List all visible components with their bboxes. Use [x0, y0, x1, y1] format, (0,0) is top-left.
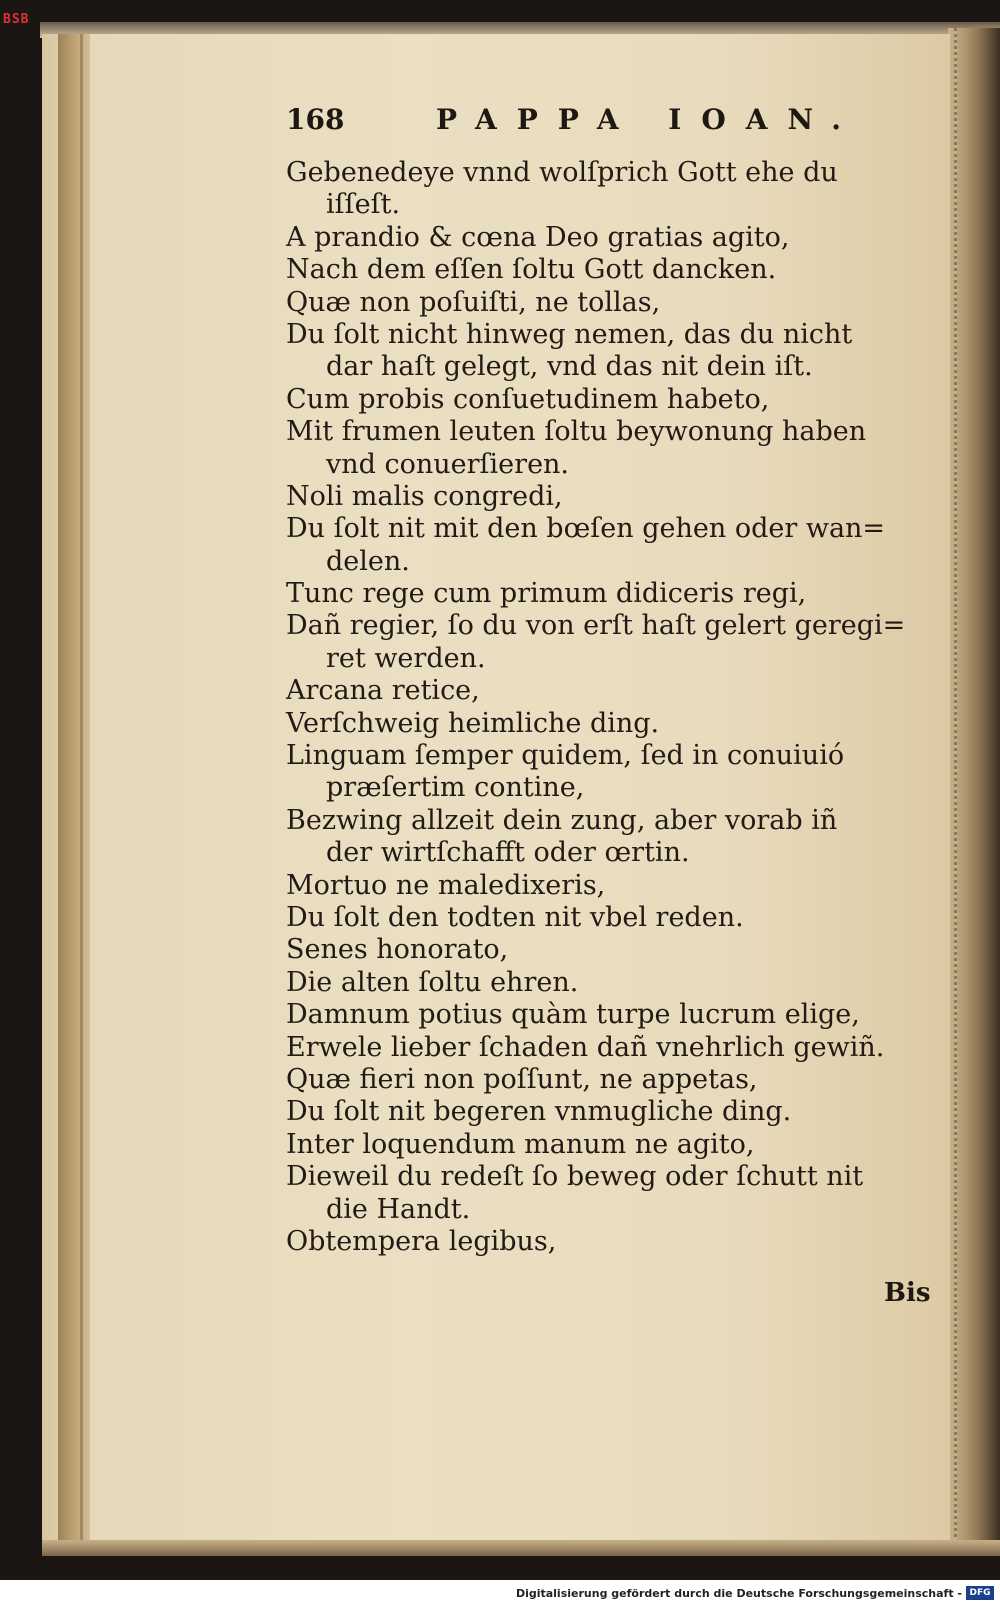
text-line: Verſchweig heimliche ding.	[286, 707, 660, 739]
page-number: 168	[286, 103, 345, 136]
text-line: ret werden.	[326, 642, 486, 674]
text-line: Nach dem eſſen ſoltu Gott dancken.	[286, 254, 777, 286]
text-line: delen.	[326, 545, 410, 577]
text-line: Quæ non poſuiſti, ne tollas,	[286, 286, 661, 318]
text-line: dar haſt gelegt, vnd das nit dein iſt.	[326, 351, 813, 383]
funding-credit: Digitalisierung gefördert durch die Deutsche Forschungsgemeinschaft -	[515, 1587, 962, 1600]
text-line: Bezwing allzeit dein zung, aber vorab iñ	[286, 804, 838, 836]
page-fore-edge	[948, 28, 1000, 1548]
text-block	[286, 157, 936, 1258]
text-line: Du ſolt den todten nit vbel reden.	[286, 901, 744, 933]
catchword: Bis	[884, 1278, 931, 1308]
text-line: die Handt.	[326, 1193, 471, 1225]
text-line: Obtempera legibus,	[286, 1225, 557, 1257]
footer-bar	[0, 1580, 1000, 1606]
page-bottom-edge	[42, 1540, 1000, 1556]
text-line: Gebenedeye vnnd wolſprich Gott ehe du	[286, 157, 838, 188]
text-line: Du ſolt nit mit den bœſen gehen oder wan=	[286, 513, 886, 545]
text-line: Erwele lieber ſchaden dañ vnehrlich gewiñ.	[286, 1031, 885, 1063]
text-line: Mit frumen leuten ſoltu beywonung haben	[286, 416, 867, 448]
text-line: Noli malis congredi,	[286, 480, 563, 512]
dfg-logo: DFG	[966, 1586, 994, 1600]
page-header	[286, 103, 906, 143]
text-line: der wirtſchafft oder œrtin.	[326, 837, 690, 869]
page-gutter	[58, 34, 90, 1542]
text-line: Tunc rege cum primum didiceris regi,	[286, 578, 807, 610]
text-line: A prandio & cœna Deo gratias agito,	[286, 221, 790, 253]
text-line: Quæ fieri non poſſunt, ne appetas,	[286, 1063, 758, 1095]
text-line: Du ſolt nicht hinweg nemen, das du nicht	[286, 318, 853, 350]
text-line: Dañ regier, ſo du von erſt haſt gelert geregi=	[286, 610, 906, 642]
text-line: Du ſolt nit begeren vnmugliche ding.	[286, 1096, 792, 1128]
text-line: Damnum potius quàm turpe lucrum elige,	[286, 999, 860, 1031]
text-line: Inter loquendum manum ne agito,	[286, 1128, 755, 1160]
text-line: Linguam ſemper quidem, ſed in conuiuió	[286, 740, 845, 772]
text-line: præſertim contine,	[326, 772, 585, 804]
text-line: Arcana retice,	[286, 675, 480, 707]
text-line: Mortuo ne maledixeris,	[286, 869, 606, 901]
text-line: Cum probis conſuetudinem habeto,	[286, 383, 770, 415]
text-line: Die alten ſoltu ehren.	[286, 966, 579, 998]
text-line: Senes honorato,	[286, 934, 509, 966]
running-title: PAPPA IOAN.	[436, 103, 862, 136]
library-mark: BSB	[3, 12, 30, 27]
text-line: Dieweil du redeſt ſo beweg oder ſchutt nit	[286, 1161, 864, 1193]
text-line: vnd conuerſieren.	[326, 448, 570, 480]
text-line: iſſeſt.	[326, 189, 401, 221]
